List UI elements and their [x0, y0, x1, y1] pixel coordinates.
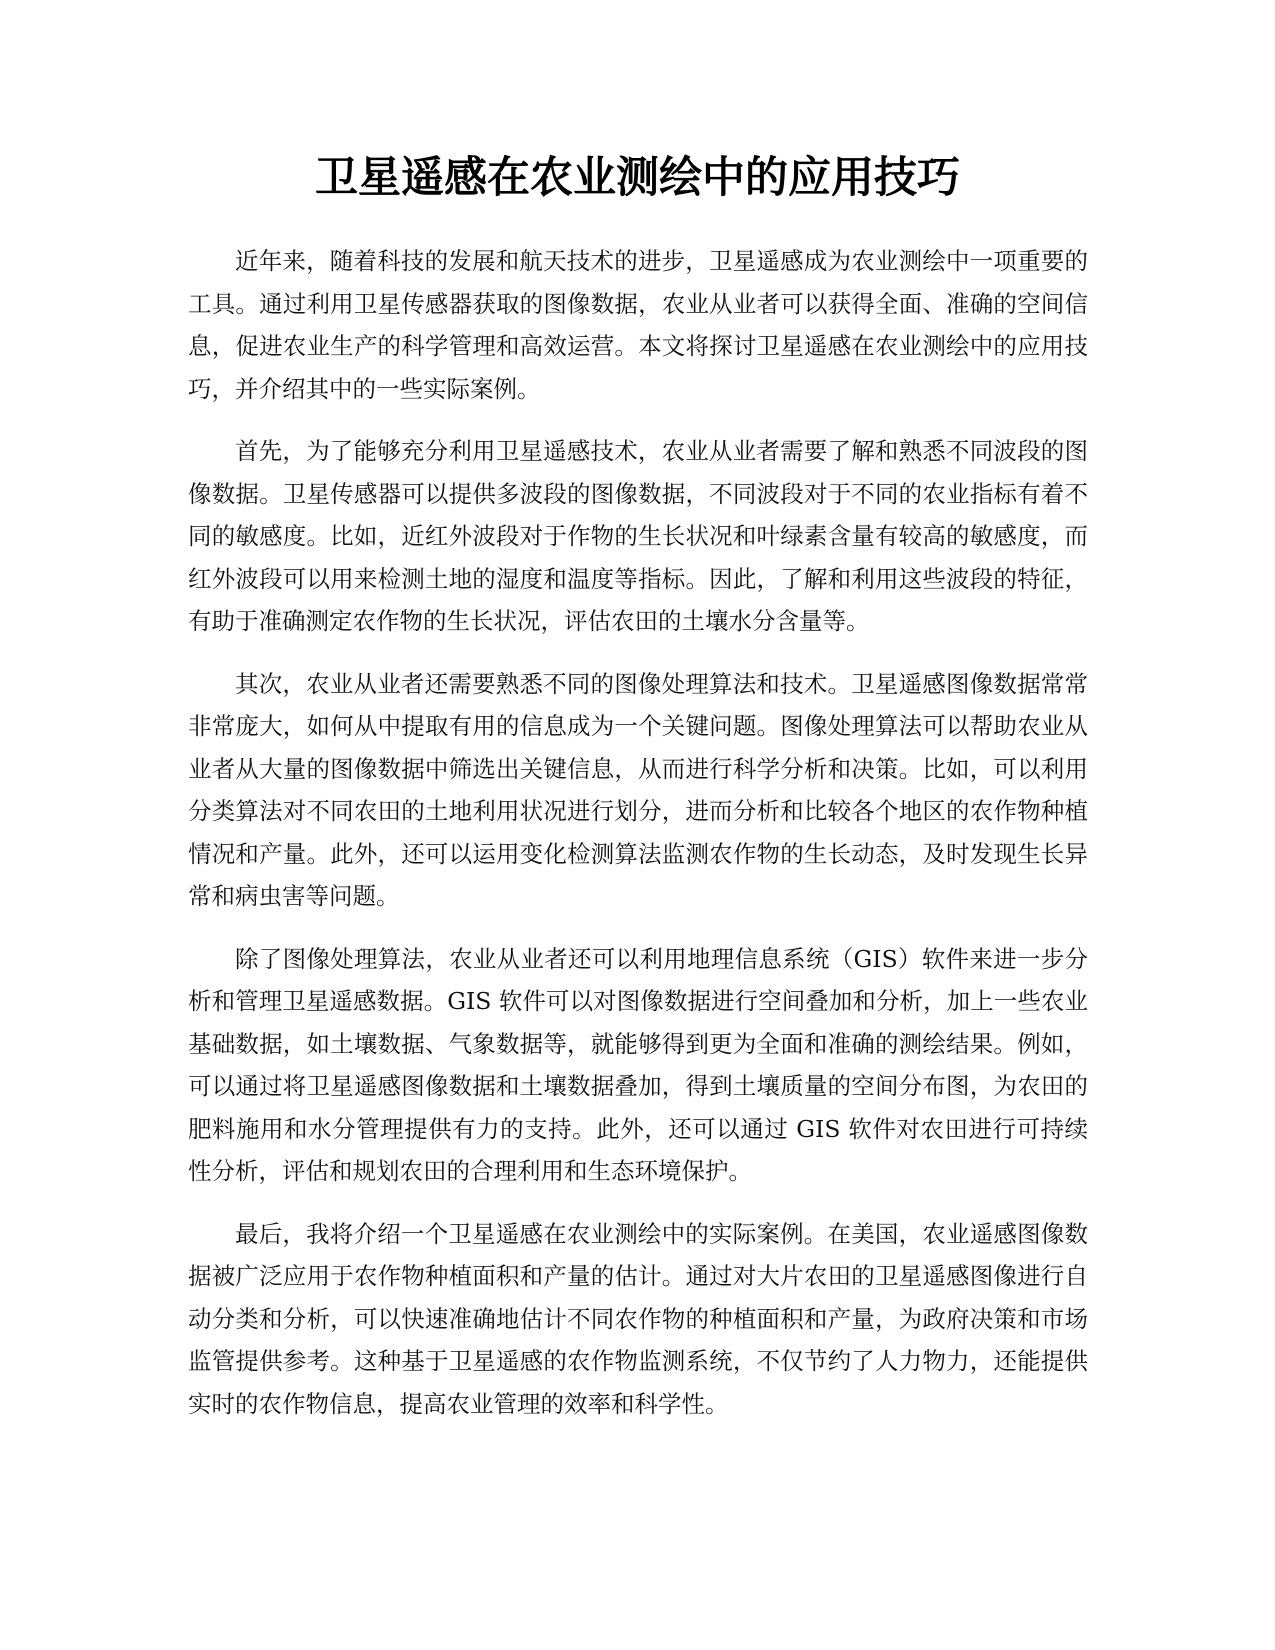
document-title: 卫星遥感在农业测绘中的应用技巧 [315, 153, 960, 203]
paragraph-spectral-bands: 首先，为了能够充分利用卫星遥感技术，农业从业者需要了解和熟悉不同波段的图像数据。卫星传感器可以提供多波段的图像数据，不同波段对于不同的农业指标有着不同的敏感度。比如，近红外波段对于作物的生长状况和叶绿素含量有较高的敏感度，而红外波段可以用来检测土地的湿度和温度等指标。因此，了解和利用这些波段的特征，有助于准确测定农作物的生长状况，评估农田的土壤水分含量等。 [188, 437, 1088, 635]
paragraph-intro: 近年来，随着科技的发展和航天技术的进步，卫星遥感成为农业测绘中一项重要的工具。通过利用卫星传感器获取的图像数据，农业从业者可以获得全面、准确的空间信息，促进农业生产的科学管理和高效运营。本文将探讨卫星遥感在农业测绘中的应用技巧，并介绍其中的一些实际案例。 [188, 247, 1088, 403]
document-body [188, 240, 1088, 1445]
paragraph-gis: 除了图像处理算法，农业从业者还可以利用地理信息系统（GIS）软件来进一步分析和管理卫星遥感数据。GIS 软件可以对图像数据进行空间叠加和分析，加上一些农业基础数据，如土壤数据、气象数据等，就能够得到更为全面和准确的测绘结果。例如，可以通过将卫星遥感图像数据和土壤数据叠加，得到土壤质量的空间分布图，为农田的肥料施用和水分管理提供有力的支持。此外，还可以通过 GIS 软件对农田进行可持续性分析，评估和规划农田的合理利用和生态环境保护。 [188, 944, 1088, 1185]
paragraph-image-processing: 其次，农业从业者还需要熟悉不同的图像处理算法和技术。卫星遥感图像数据常常非常庞大，如何从中提取有用的信息成为一个关键问题。图像处理算法可以帮助农业从业者从大量的图像数据中筛选出关键信息，从而进行科学分析和决策。比如，可以利用分类算法对不同农田的土地利用状况进行划分，进而分析和比较各个地区的农作物种植情况和产量。此外，还可以运用变化检测算法监测农作物的生长动态，及时发现生长异常和病虫害等问题。 [188, 669, 1088, 910]
paragraph-case-study: 最后，我将介绍一个卫星遥感在农业测绘中的实际案例。在美国，农业遥感图像数据被广泛应用于农作物种植面积和产量的估计。通过对大片农田的卫星遥感图像进行自动分类和分析，可以快速准确地估计不同农作物的种植面积和产量，为政府决策和市场监管提供参考。这种基于卫星遥感的农作物监测系统，不仅节约了人力物力，还能提供实时的农作物信息，提高农业管理的效率和科学性。 [188, 1219, 1088, 1418]
